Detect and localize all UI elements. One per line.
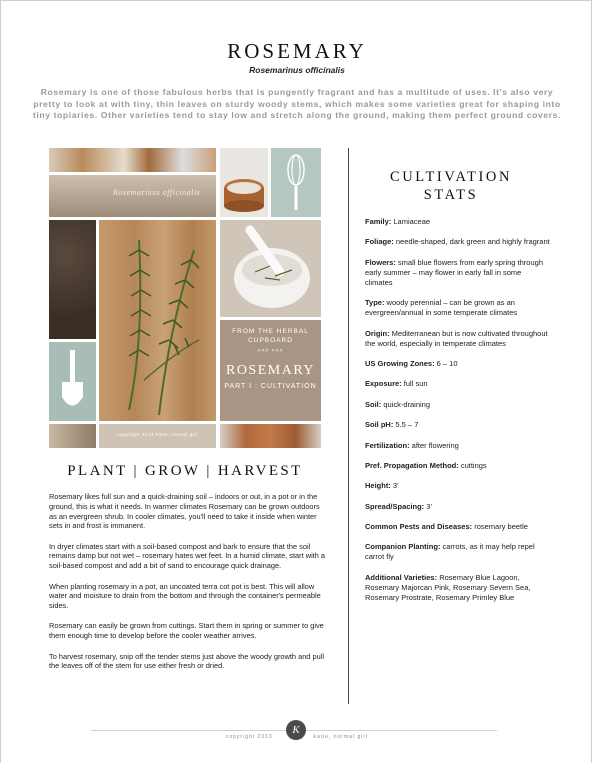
- intro-paragraph: Rosemary is one of those fabulous herbs that is pungently fragrant and has a multitude of uses. It's also very pretty to look at with tiny, thin leaves on sturdy woody stems, which makes some varieties great for shaping into tiny topiaries. Other varieties tend to stay low and stretch along the ground, making them perfect ground covers.: [32, 87, 562, 120]
- stat-foliage: Foliage: needle-shaped, dark green and highly fragrant: [365, 237, 550, 247]
- stat-height: Height: 3': [365, 481, 399, 491]
- paragraph-climate: In dryer climates start with a soil-based compost and bark to ensure that the soil remains damp but not wet – rosemary hates wet feet. In a humid climate, start with a soil-based compost and add a bit of sand to encourage quick drainage.: [49, 541, 326, 571]
- latin-name-photo: [49, 175, 216, 217]
- banner-title: ROSEMARY: [225, 363, 316, 378]
- copper-shelf-photo: [49, 148, 216, 172]
- stat-soil-ph: Soil pH: 5.5 – 7: [365, 420, 419, 430]
- paragraph-harvest: To harvest rosemary, snip off the tender stems just above the woody growth and pull the leaves off of the stem for use either fresh or dried.: [49, 651, 324, 671]
- collage-copyright-tile: [99, 424, 216, 448]
- k-logo-icon: K: [286, 720, 306, 740]
- spoon-photo: [49, 342, 96, 421]
- mortar-icon: [220, 220, 321, 317]
- stat-pests: Common Pests and Diseases: rosemary beetle: [365, 522, 528, 532]
- banner-series-text: FROM THE HERBAL CUPBOARD: [232, 328, 309, 344]
- stat-spread: Spread/Spacing: 3': [365, 501, 432, 511]
- footer-text-left: copyright 2013: [225, 734, 273, 740]
- bowl-photo: [49, 424, 96, 448]
- soil-photo: [49, 220, 96, 339]
- collage-copyright: copyright 2013 katie, normal girl: [117, 432, 198, 437]
- whisk-photo: [271, 148, 321, 217]
- stat-fertilization: Fertilization: after flowering: [365, 440, 459, 450]
- banner-ornament: >>> <<<: [257, 348, 284, 354]
- cultivation-stats-heading: [361, 168, 541, 204]
- copper-pots-photo: [220, 424, 321, 448]
- whisk-icon: [271, 148, 321, 217]
- banner-part-text: PART I : CULTIVATION: [224, 383, 317, 390]
- paragraph-cuttings: Rosemary can easily be grown from cuttings. Start them in spring or summer to give them enough time to develop before the cooler weather arrives.: [49, 621, 324, 641]
- page-title: ROSEMARY: [227, 39, 367, 63]
- collage-latin-label: Rosemarinus officinalis: [113, 188, 201, 197]
- stat-type: Type: woody perennial – can be grown as an evergreen/annual in some temperate climates: [365, 298, 518, 318]
- stat-flowers: Flowers: small blue flowers from early spring through early summer – may flower in early fall in some climates: [365, 257, 543, 287]
- pan-icon: [220, 148, 268, 217]
- plant-grow-harvest-heading: PLANT | GROW | HARVEST: [67, 463, 303, 479]
- stat-propagation: Pref. Propagation Method: cuttings: [365, 460, 487, 470]
- series-banner: [220, 320, 321, 421]
- footer-text-right: katie, normal girl: [313, 734, 369, 740]
- stat-zones: US Growing Zones: 6 – 10: [365, 358, 458, 368]
- stat-exposure: Exposure: full sun: [365, 379, 428, 389]
- stats-list: [365, 217, 550, 613]
- column-divider: [348, 148, 349, 704]
- stat-soil: Soil: quick-draining: [365, 399, 431, 409]
- stat-origin: Origin: Mediterranean but is now cultivated throughout the world, especially in temperate climates: [365, 328, 548, 348]
- paragraph-soil: Rosemary likes full sun and a quick-draining soil – indoors or out, in a pot or in the ground, this is what it needs. In warmer climates Rosemary can be grown outdoors as an evergreen shrub. In cooler climates, you'll need to take it inside when winter sets in and frost is immanent.: [49, 492, 320, 531]
- stat-companion: Companion Planting: carrots, as it may help repel carrot fly: [365, 542, 535, 562]
- stat-family: Family: Lamiaceae: [365, 217, 431, 226]
- growing-instructions: [49, 492, 329, 682]
- mortar-pestle-photo: [220, 220, 321, 317]
- paragraph-pot: When planting rosemary in a pot, an uncoated terra cot pot is best. This will allow water and moisture to drain from the bottom and through the container's permeable sides.: [49, 581, 321, 611]
- copper-pan-photo: [220, 148, 268, 217]
- page-subtitle: Rosemarinus officinalis: [249, 65, 345, 75]
- rosemary-sprig-icon: [99, 220, 216, 421]
- stat-varieties: Additional Varieties: Rosemary Blue Lagoon, Rosemary Majorcan Pink, Rosemary Severn Sea, Rosemary Prostrate, Rosemary Primley Blue: [365, 572, 531, 602]
- cultivation-heading-line1: CULTIVATION: [389, 169, 513, 185]
- cultivation-heading-line2: STATS: [423, 187, 479, 203]
- photo-collage: [49, 148, 321, 448]
- rosemary-sprig-photo: [99, 220, 216, 421]
- trowel-icon: [49, 342, 96, 421]
